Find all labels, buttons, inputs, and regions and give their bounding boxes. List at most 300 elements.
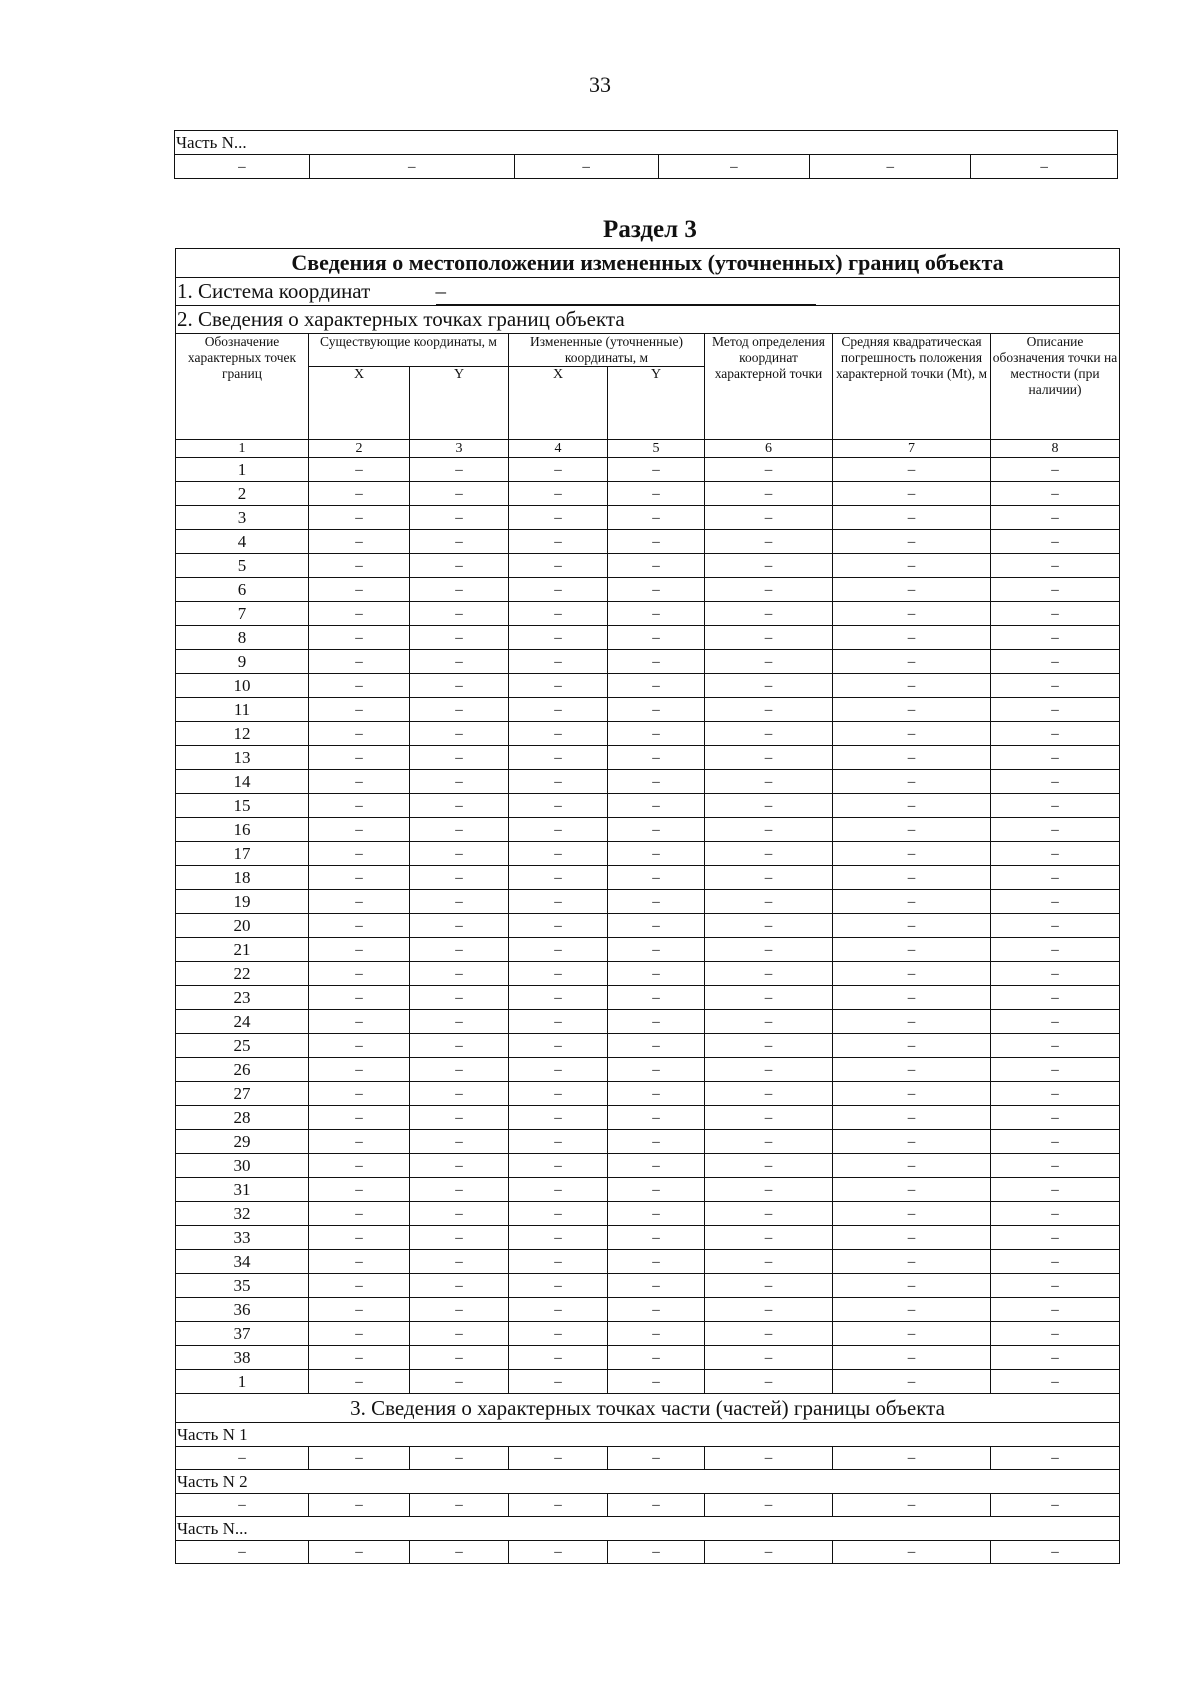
dash-cell: – — [176, 1541, 309, 1564]
point-number: 14 — [176, 770, 309, 794]
part-row — [176, 1541, 1120, 1564]
dash-cell: – — [176, 1447, 309, 1470]
dash-cell: – — [410, 1274, 509, 1298]
dash-cell: – — [833, 1154, 991, 1178]
dash-cell: – — [833, 746, 991, 770]
dash-cell: – — [410, 554, 509, 578]
point-number: 35 — [176, 1274, 309, 1298]
dash-cell: – — [608, 1346, 705, 1370]
dash-cell: – — [410, 1154, 509, 1178]
dash-cell: – — [705, 674, 833, 698]
dash-cell: – — [833, 650, 991, 674]
dash-cell: – — [608, 1106, 705, 1130]
dash-cell: – — [410, 1058, 509, 1082]
header-y: Y — [410, 367, 509, 440]
dash-cell: – — [410, 962, 509, 986]
dash-cell: – — [705, 746, 833, 770]
point-number: 20 — [176, 914, 309, 938]
dash-cell: – — [833, 554, 991, 578]
dash-cell: – — [705, 770, 833, 794]
dash-cell: – — [833, 842, 991, 866]
column-number: 7 — [833, 440, 991, 458]
dash-cell: – — [509, 626, 608, 650]
point-number: 17 — [176, 842, 309, 866]
dash-cell: – — [833, 1058, 991, 1082]
point-number: 18 — [176, 866, 309, 890]
point-number: 1 — [176, 1370, 309, 1394]
dash-cell: – — [410, 650, 509, 674]
dash-cell: – — [608, 842, 705, 866]
table-row — [176, 482, 1120, 506]
dash-cell: – — [608, 698, 705, 722]
dash-cell: – — [705, 1274, 833, 1298]
dash-cell: – — [833, 1298, 991, 1322]
dash-cell: – — [833, 866, 991, 890]
dash-cell: – — [509, 770, 608, 794]
point-number: 24 — [176, 1010, 309, 1034]
dash-cell: – — [410, 938, 509, 962]
dash-cell: – — [309, 1010, 410, 1034]
dash-cell: – — [608, 554, 705, 578]
table-row — [176, 1226, 1120, 1250]
dash-cell: – — [509, 1298, 608, 1322]
dash-cell: – — [410, 1106, 509, 1130]
dash-cell: – — [410, 506, 509, 530]
dash-cell: – — [608, 1154, 705, 1178]
dash-cell: – — [309, 626, 410, 650]
dash-cell: – — [509, 1130, 608, 1154]
table-row — [176, 1178, 1120, 1202]
dash-cell: – — [410, 626, 509, 650]
dash-cell: – — [833, 1370, 991, 1394]
dash-cell: – — [509, 1178, 608, 1202]
dash-cell: – — [833, 770, 991, 794]
table-row — [176, 1346, 1120, 1370]
top-part-label: Часть N... — [175, 131, 1118, 155]
dash-cell: – — [705, 938, 833, 962]
point-number: 11 — [176, 698, 309, 722]
dash-cell: – — [705, 1178, 833, 1202]
points-heading: 2. Сведения о характерных точках границ объекта — [176, 306, 1120, 334]
dash-cell: – — [705, 914, 833, 938]
dash-cell: – — [833, 1226, 991, 1250]
dash-cell: – — [705, 1346, 833, 1370]
dash-cell: – — [705, 1082, 833, 1106]
dash-cell: – — [410, 1202, 509, 1226]
point-number: 7 — [176, 602, 309, 626]
dash-cell: – — [608, 722, 705, 746]
table-row — [176, 554, 1120, 578]
dash-cell: – — [608, 1226, 705, 1250]
table-row — [176, 698, 1120, 722]
dash-cell: – — [705, 530, 833, 554]
dash-cell: – — [608, 674, 705, 698]
dash-cell: – — [309, 1250, 410, 1274]
top-part-cell: – — [971, 155, 1118, 179]
top-part-cell: – — [658, 155, 810, 179]
dash-cell: – — [309, 722, 410, 746]
dash-cell: – — [509, 1274, 608, 1298]
dash-cell: – — [410, 1370, 509, 1394]
point-number: 31 — [176, 1178, 309, 1202]
dash-cell: – — [608, 890, 705, 914]
dash-cell: – — [608, 530, 705, 554]
point-number: 22 — [176, 962, 309, 986]
point-number: 19 — [176, 890, 309, 914]
dash-cell: – — [705, 986, 833, 1010]
dash-cell: – — [833, 890, 991, 914]
dash-cell: – — [509, 794, 608, 818]
dash-cell: – — [410, 674, 509, 698]
header-description: Описание обозначения точки на местности (при наличии) — [991, 334, 1120, 440]
point-number: 4 — [176, 530, 309, 554]
table-row — [176, 626, 1120, 650]
dash-cell: – — [509, 1494, 608, 1517]
dash-cell: – — [991, 1250, 1120, 1274]
dash-cell: – — [309, 1106, 410, 1130]
dash-cell: – — [991, 578, 1120, 602]
dash-cell: – — [309, 818, 410, 842]
dash-cell: – — [608, 602, 705, 626]
dash-cell: – — [509, 746, 608, 770]
dash-cell: – — [991, 1226, 1120, 1250]
dash-cell: – — [410, 1082, 509, 1106]
dash-cell: – — [991, 626, 1120, 650]
dash-cell: – — [705, 506, 833, 530]
dash-cell: – — [705, 794, 833, 818]
dash-cell: – — [608, 1178, 705, 1202]
dash-cell: – — [608, 794, 705, 818]
dash-cell: – — [309, 674, 410, 698]
table-row — [176, 818, 1120, 842]
dash-cell: – — [309, 1082, 410, 1106]
dash-cell: – — [509, 866, 608, 890]
dash-cell: – — [833, 1322, 991, 1346]
dash-cell: – — [833, 1010, 991, 1034]
column-number: 3 — [410, 440, 509, 458]
column-number: 1 — [176, 440, 309, 458]
dash-cell: – — [991, 1154, 1120, 1178]
section-heading: Раздел 3 — [603, 216, 697, 243]
dash-cell: – — [608, 1130, 705, 1154]
top-part-cell: – — [514, 155, 658, 179]
dash-cell: – — [309, 1130, 410, 1154]
dash-cell: – — [833, 818, 991, 842]
dash-cell: – — [833, 698, 991, 722]
dash-cell: – — [705, 1226, 833, 1250]
table-row — [176, 986, 1120, 1010]
table-row — [176, 1322, 1120, 1346]
dash-cell: – — [608, 626, 705, 650]
dash-cell: – — [608, 1034, 705, 1058]
part-label: Часть N 2 — [176, 1470, 1120, 1494]
dash-cell: – — [608, 866, 705, 890]
dash-cell: – — [410, 1322, 509, 1346]
dash-cell: – — [410, 1010, 509, 1034]
top-part-cell: – — [309, 155, 514, 179]
dash-cell: – — [509, 1250, 608, 1274]
dash-cell: – — [509, 602, 608, 626]
dash-cell: – — [833, 938, 991, 962]
part-row — [176, 1494, 1120, 1517]
dash-cell: – — [991, 1202, 1120, 1226]
table-row — [176, 1154, 1120, 1178]
dash-cell: – — [309, 1298, 410, 1322]
point-number: 32 — [176, 1202, 309, 1226]
dash-cell: – — [410, 602, 509, 626]
coordinate-system-label: 1. Система координат — [177, 278, 371, 303]
dash-cell: – — [509, 1106, 608, 1130]
dash-cell: – — [991, 1178, 1120, 1202]
dash-cell: – — [833, 1274, 991, 1298]
dash-cell: – — [991, 866, 1120, 890]
table-row — [176, 1250, 1120, 1274]
point-number: 36 — [176, 1298, 309, 1322]
dash-cell: – — [991, 770, 1120, 794]
dash-cell: – — [176, 1494, 309, 1517]
dash-cell: – — [991, 1541, 1120, 1564]
dash-cell: – — [509, 962, 608, 986]
point-number: 26 — [176, 1058, 309, 1082]
table-row — [176, 866, 1120, 890]
dash-cell: – — [608, 1082, 705, 1106]
dash-cell: – — [309, 650, 410, 674]
point-number: 12 — [176, 722, 309, 746]
dash-cell: – — [309, 482, 410, 506]
dash-cell: – — [833, 722, 991, 746]
dash-cell: – — [509, 506, 608, 530]
dash-cell: – — [991, 746, 1120, 770]
point-number: 34 — [176, 1250, 309, 1274]
dash-cell: – — [410, 458, 509, 482]
dash-cell: – — [309, 866, 410, 890]
dash-cell: – — [309, 1494, 410, 1517]
column-numbers-row — [176, 440, 1120, 458]
table-row — [176, 1034, 1120, 1058]
dash-cell: – — [608, 1370, 705, 1394]
dash-cell: – — [309, 1154, 410, 1178]
point-number: 27 — [176, 1082, 309, 1106]
dash-cell: – — [509, 1034, 608, 1058]
dash-cell: – — [509, 650, 608, 674]
point-number: 33 — [176, 1226, 309, 1250]
dash-cell: – — [705, 1154, 833, 1178]
page-number: 33 — [589, 72, 611, 97]
dash-cell: – — [705, 458, 833, 482]
table-row — [176, 914, 1120, 938]
dash-cell: – — [509, 1322, 608, 1346]
dash-cell: – — [309, 1447, 410, 1470]
table-row — [176, 1082, 1120, 1106]
dash-cell: – — [608, 962, 705, 986]
dash-cell: – — [410, 1130, 509, 1154]
dash-cell: – — [705, 842, 833, 866]
dash-cell: – — [833, 602, 991, 626]
dash-cell: – — [705, 1202, 833, 1226]
dash-cell: – — [833, 1106, 991, 1130]
dash-cell: – — [833, 626, 991, 650]
dash-cell: – — [608, 1541, 705, 1564]
dash-cell: – — [410, 866, 509, 890]
dash-cell: – — [991, 938, 1120, 962]
dash-cell: – — [833, 1082, 991, 1106]
dash-cell: – — [309, 890, 410, 914]
point-number: 21 — [176, 938, 309, 962]
dash-cell: – — [509, 938, 608, 962]
dash-cell: – — [410, 890, 509, 914]
table-row — [176, 674, 1120, 698]
dash-cell: – — [509, 842, 608, 866]
dash-cell: – — [608, 578, 705, 602]
table-row — [176, 650, 1120, 674]
dash-cell: – — [608, 482, 705, 506]
point-number: 10 — [176, 674, 309, 698]
dash-cell: – — [309, 1370, 410, 1394]
header-y: Y — [608, 367, 705, 440]
coordinate-system-row — [176, 278, 1120, 306]
dash-cell: – — [309, 1202, 410, 1226]
dash-cell: – — [309, 1541, 410, 1564]
table-row — [176, 530, 1120, 554]
section-title: Сведения о местоположении измененных (уточненных) границ объекта — [176, 249, 1120, 278]
column-number: 6 — [705, 440, 833, 458]
dash-cell: – — [705, 1447, 833, 1470]
dash-cell: – — [833, 1250, 991, 1274]
dash-cell: – — [509, 986, 608, 1010]
dash-cell: – — [309, 698, 410, 722]
table-row — [176, 1130, 1120, 1154]
dash-cell: – — [410, 1541, 509, 1564]
point-number: 38 — [176, 1346, 309, 1370]
dash-cell: – — [410, 578, 509, 602]
table-row — [176, 746, 1120, 770]
dash-cell: – — [608, 458, 705, 482]
point-number: 37 — [176, 1322, 309, 1346]
dash-cell: – — [509, 698, 608, 722]
table-row — [176, 1106, 1120, 1130]
point-number: 23 — [176, 986, 309, 1010]
part-label: Часть N 1 — [176, 1423, 1120, 1447]
dash-cell: – — [309, 962, 410, 986]
dash-cell: – — [309, 1346, 410, 1370]
dash-cell: – — [833, 530, 991, 554]
dash-cell: – — [991, 674, 1120, 698]
dash-cell: – — [991, 1034, 1120, 1058]
dash-cell: – — [608, 1447, 705, 1470]
table-row — [176, 1274, 1120, 1298]
dash-cell: – — [309, 986, 410, 1010]
header-changed-coordinates: Измененные (уточненные) координаты, м — [509, 334, 705, 367]
dash-cell: – — [410, 1447, 509, 1470]
dash-cell: – — [410, 722, 509, 746]
dash-cell: – — [705, 626, 833, 650]
dash-cell: – — [833, 914, 991, 938]
header-x: X — [309, 367, 410, 440]
dash-cell: – — [833, 482, 991, 506]
dash-cell: – — [833, 1202, 991, 1226]
dash-cell: – — [991, 1274, 1120, 1298]
dash-cell: – — [509, 482, 608, 506]
dash-cell: – — [410, 794, 509, 818]
point-number: 5 — [176, 554, 309, 578]
dash-cell: – — [705, 602, 833, 626]
dash-cell: – — [410, 1034, 509, 1058]
dash-cell: – — [509, 1154, 608, 1178]
dash-cell: – — [410, 842, 509, 866]
dash-cell: – — [991, 962, 1120, 986]
dash-cell: – — [309, 842, 410, 866]
dash-cell: – — [705, 818, 833, 842]
dash-cell: – — [705, 722, 833, 746]
dash-cell: – — [991, 602, 1120, 626]
point-number: 13 — [176, 746, 309, 770]
dash-cell: – — [991, 458, 1120, 482]
dash-cell: – — [608, 1010, 705, 1034]
part-row — [176, 1447, 1120, 1470]
dash-cell: – — [608, 938, 705, 962]
table-row — [176, 1058, 1120, 1082]
dash-cell: – — [309, 602, 410, 626]
top-part-cell: – — [175, 155, 310, 179]
dash-cell: – — [705, 1541, 833, 1564]
dash-cell: – — [991, 482, 1120, 506]
table-row — [176, 794, 1120, 818]
dash-cell: – — [509, 722, 608, 746]
dash-cell: – — [991, 650, 1120, 674]
dash-cell: – — [705, 650, 833, 674]
table-row — [176, 962, 1120, 986]
dash-cell: – — [833, 1178, 991, 1202]
point-number: 29 — [176, 1130, 309, 1154]
dash-cell: – — [509, 578, 608, 602]
dash-cell: – — [991, 890, 1120, 914]
dash-cell: – — [705, 1034, 833, 1058]
dash-cell: – — [705, 554, 833, 578]
column-number: 2 — [309, 440, 410, 458]
dash-cell: – — [833, 1346, 991, 1370]
table-row — [176, 938, 1120, 962]
dash-cell: – — [991, 1322, 1120, 1346]
dash-cell: – — [833, 986, 991, 1010]
dash-cell: – — [991, 506, 1120, 530]
dash-cell: – — [509, 1058, 608, 1082]
point-number: 2 — [176, 482, 309, 506]
dash-cell: – — [833, 458, 991, 482]
dash-cell: – — [991, 1346, 1120, 1370]
dash-cell: – — [991, 1106, 1120, 1130]
dash-cell: – — [991, 1370, 1120, 1394]
dash-cell: – — [410, 1178, 509, 1202]
header-method: Метод определения координат характерной точки — [705, 334, 833, 440]
coordinate-system-value: – — [436, 279, 816, 305]
dash-cell: – — [991, 1447, 1120, 1470]
dash-cell: – — [509, 530, 608, 554]
table-row — [176, 506, 1120, 530]
dash-cell: – — [410, 818, 509, 842]
dash-cell: – — [991, 914, 1120, 938]
dash-cell: – — [309, 914, 410, 938]
table-row — [176, 458, 1120, 482]
dash-cell: – — [705, 578, 833, 602]
dash-cell: – — [833, 674, 991, 698]
dash-cell: – — [509, 1202, 608, 1226]
dash-cell: – — [309, 746, 410, 770]
dash-cell: – — [309, 1274, 410, 1298]
dash-cell: – — [705, 698, 833, 722]
dash-cell: – — [608, 650, 705, 674]
dash-cell: – — [509, 554, 608, 578]
point-number: 3 — [176, 506, 309, 530]
